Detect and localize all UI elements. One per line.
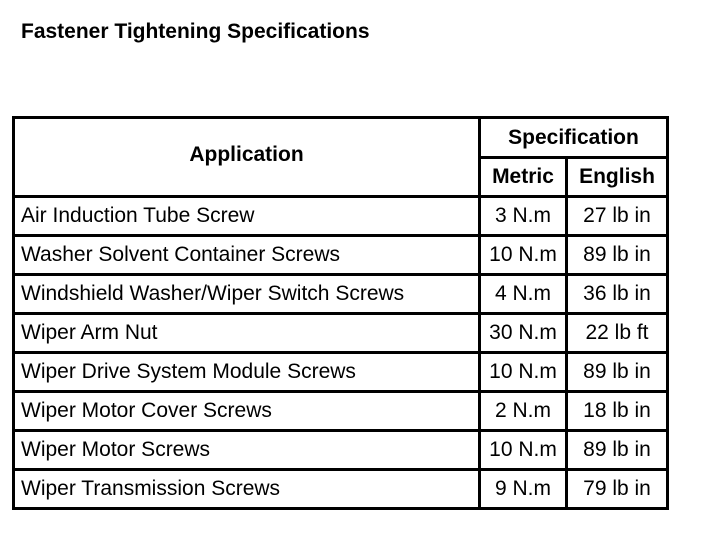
table-row [14, 314, 668, 353]
table-row [14, 353, 668, 392]
metric-cell: 2 N.m [480, 392, 567, 431]
application-cell: Wiper Transmission Screws [14, 470, 480, 509]
table-row [14, 431, 668, 470]
metric-cell: 4 N.m [480, 275, 567, 314]
application-cell: Wiper Motor Cover Screws [14, 392, 480, 431]
table-row [14, 470, 668, 509]
table-row [14, 275, 668, 314]
header-application: Application [14, 118, 480, 197]
metric-cell: 30 N.m [480, 314, 567, 353]
english-cell: 89 lb in [567, 431, 668, 470]
application-cell: Wiper Motor Screws [14, 431, 480, 470]
page-title: Fastener Tightening Specifications [21, 20, 370, 43]
application-cell: Wiper Arm Nut [14, 314, 480, 353]
application-cell: Air Induction Tube Screw [14, 197, 480, 236]
header-metric: Metric [480, 158, 567, 197]
table-header-row [14, 118, 668, 158]
application-cell: Washer Solvent Container Screws [14, 236, 480, 275]
metric-cell: 9 N.m [480, 470, 567, 509]
metric-cell: 10 N.m [480, 236, 567, 275]
table-row [14, 197, 668, 236]
english-cell: 22 lb ft [567, 314, 668, 353]
english-cell: 89 lb in [567, 236, 668, 275]
english-cell: 89 lb in [567, 353, 668, 392]
english-cell: 18 lb in [567, 392, 668, 431]
metric-cell: 10 N.m [480, 431, 567, 470]
application-cell: Windshield Washer/Wiper Switch Screws [14, 275, 480, 314]
table-row [14, 392, 668, 431]
english-cell: 27 lb in [567, 197, 668, 236]
application-cell: Wiper Drive System Module Screws [14, 353, 480, 392]
header-specification: Specification [480, 118, 668, 158]
metric-cell: 10 N.m [480, 353, 567, 392]
metric-cell: 3 N.m [480, 197, 567, 236]
table-row [14, 236, 668, 275]
fastener-spec-table [12, 116, 669, 510]
english-cell: 36 lb in [567, 275, 668, 314]
english-cell: 79 lb in [567, 470, 668, 509]
header-english: English [567, 158, 668, 197]
